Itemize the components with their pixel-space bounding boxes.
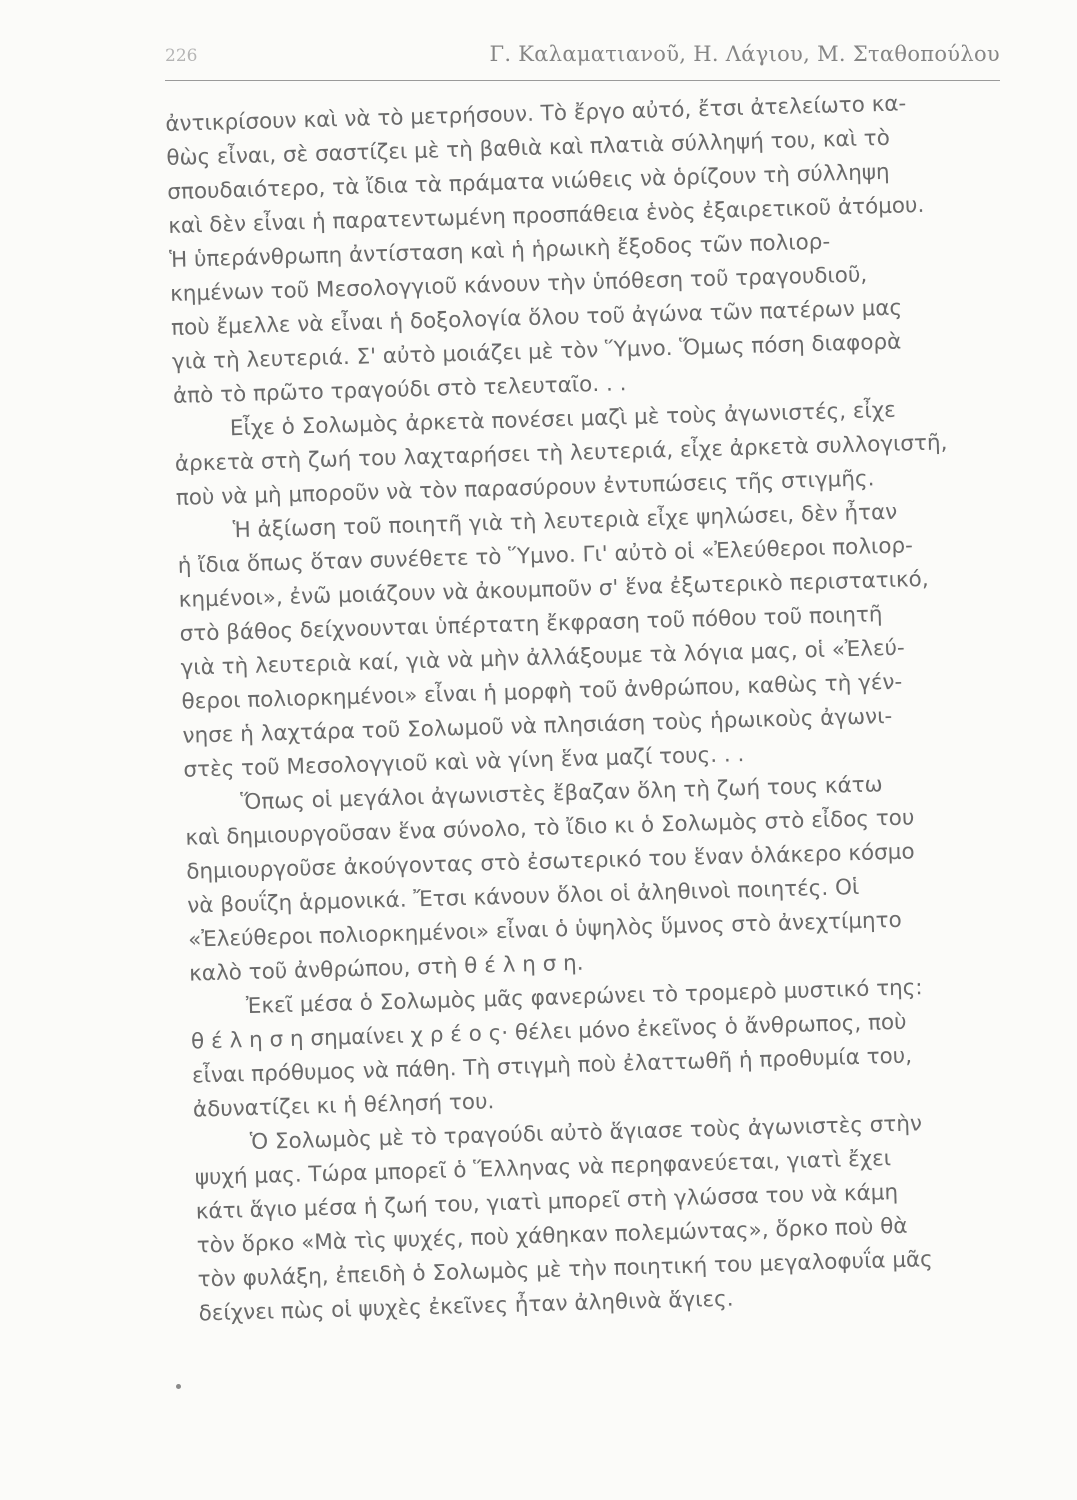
ink-speck [176,1384,181,1389]
text-line: ἀδυνατίζει κι ἡ θέλησή του. [192,1089,495,1123]
text-line: δείχνει πὼς οἱ ψυχὲς ἐκεῖνες ἦταν ἀληθινὰ ἅγιες. [198,1286,734,1327]
text-line: κημένων τοῦ Μεσολογγιοῦ κάνουν τὴν ὑπόθεση τοῦ τραγουδιοῦ, [169,262,868,307]
text-line: καὶ δημιουργοῦσαν ἕνα σύνολο, τὸ ἴδιο κι ὁ Σολωμὸς στὸ εἶδος του [185,805,915,851]
text-line: καὶ δὲν εἶναι ἡ παρατεντωμένη προσπάθεια ἑνὸς ἐξαιρετικοῦ ἀτόμου. [167,192,925,239]
text-line: σπουδαιότερο, τὰ ἴδια τὰ πράματα νιώθεις νὰ ὁρίζουν τὴ σύλληψη [167,159,890,205]
page-number: 226 [165,46,198,66]
text-line: τὸν ὅρκο «Μὰ τὶς ψυχές, ποὺ χάθηκαν πολεμώντας», ὅρκο ποὺ θὰ [196,1213,908,1259]
text-line: θὼς εἶναι, σὲ σαστίζει μὲ τὴ βαθιὰ καὶ πλατιὰ σύλληψή του, καὶ τὸ [166,125,891,171]
text-line: καλὸ τοῦ ἀνθρώπου, στὴ θ έ λ η σ η. [188,950,584,987]
text-line: ἀπὸ τὸ πρῶτο τραγούδι στὸ τελευταῖο. . . [172,371,627,409]
text-line: γιὰ τὴ λευτεριὰ καί, γιὰ νὰ μὴν ἀλλάξουμε τὰ λόγια μας, οἱ «Ἐλεύ- [180,635,906,681]
text-line: ποὺ ἔμελλε νὰ εἶναι ἡ δοξολογία ὅλου τοῦ ἀγώνα τῶν πατέρων μας [170,295,903,341]
page-header [165,40,1000,81]
text-line: Ἡ ὑπεράνθρωπη ἀντίσταση καὶ ἡ ἡρωικὴ ἔξοδος τῶν πολιορ- [168,229,831,273]
body-text [165,84,1044,1331]
text-line: τὸν φυλάξη, ἐπειδὴ ὁ Σολωμὸς μὲ τὴν ποιητική του μεγαλοφυΐα μᾶς [197,1247,934,1293]
text-line: ἀρκετὰ στὴ ζωή του λαχταρήσει τὴ λευτεριά, εἶχε ἀρκετὰ συλλογιστῆ, [174,430,948,477]
text-line: κάτι ἅγιο μέσα ἡ ζωή του, γιατὶ μπορεῖ στὴ γλώσσα του νὰ κάμη [195,1179,899,1225]
running-head-authors: Γ. Καλαματιανοῦ, Η. Λάγιου, Μ. Σταθοπούλου [489,42,1000,66]
text-line: δημιουργοῦσε ἀκούγοντας στὸ ἐσωτερικό του ἕναν ὁλάκερο κόσμο [185,839,915,885]
text-line: Εἶχε ὁ Σολωμὸς ἀρκετὰ πονέσει μαζὶ μὲ τοὺς ἀγωνιστές, εἶχε [229,397,897,442]
text-line: εἶναι πρόθυμος νὰ πάθη. Τὴ στιγμὴ ποὺ ἐλαττωθῆ ἡ προθυμία του, [191,1043,913,1089]
text-line: θεροι πολιορκημένοι» εἶναι ἡ μορφὴ τοῦ ἀνθρώπου, καθὼς τὴ γέν- [181,669,903,715]
text-line: νὰ βουΐζη ἁρμονικά. Ἔτσι κάνουν ὅλοι οἱ ἀληθινοὶ ποιητές. Οἱ [186,874,860,919]
text-line: νησε ἡ λαχτάρα τοῦ Σολωμοῦ νὰ πλησιάση τοὺς ἡρωικοὺς ἀγωνι- [182,703,893,749]
text-line: στὸ βάθος δείχνουνται ὑπέρτατη ἔκφραση τοῦ πόθου τοῦ ποιητῆ [179,602,883,647]
text-line: θ έ λ η σ η σημαίνει χ ρ έ ο ς· θέλει μόνο ἐκεῖνος ὁ ἄνθρωπος, ποὺ [190,1009,907,1055]
text-line: κημένοι», ἐνῶ μοιάζουν νὰ ἀκουμποῦν σ' ἕνα ἐξωτερικὸ περιστατικό, [178,566,929,613]
text-line: Ἐκεῖ μέσα ὁ Σολωμὸς μᾶς φανερώνει τὸ τρομερὸ μυστικό της: [245,975,923,1020]
text-line: ποὺ νὰ μὴ μποροῦν νὰ τὸν παρασύρουν ἐντυπώσεις τῆς στιγμῆς. [175,466,875,511]
text-line: Ὅπως οἱ μεγάλοι ἀγωνιστὲς ἔβαζαν ὅλη τὴ ζωή τους κάτω [240,772,883,816]
text-line: γιὰ τὴ λευτεριά. Σ' αὐτὸ μοιάζει μὲ τὸν Ὕμνο. Ὅμως πόση διαφορὰ [171,329,902,375]
text-line: ἀντικρίσουν καὶ νὰ τὸ μετρήσουν. Τὸ ἔργο αὐτό, ἔτσι ἀτελείωτο κα- [165,91,907,137]
text-line: «Ἐλεύθεροι πολιορκημένοι» εἶναι ὁ ὑψηλὸς ὕμνος στὸ ἀνεχτίμητο [187,907,903,953]
text-line: Ὁ Σολωμὸς μὲ τὸ τραγούδι αὐτὸ ἅγιασε τοὺς ἀγωνιστὲς στὴν [249,1111,923,1156]
text-line: στὲς τοῦ Μεσολογγιοῦ καὶ νὰ γίνη ἕνα μαζί τους. . . [183,742,745,783]
text-line: ψυχή μας. Τώρα μπορεῖ ὁ Ἕλληνας νὰ περηφανεύεται, γιατὶ ἔχει [194,1146,892,1191]
text-line: ἡ ἴδια ὅπως ὅταν συνέθετε τὸ Ὕμνο. Γι' αὐτὸ οἱ «Ἐλεύθεροι πολιορ- [177,533,914,579]
text-line: Ἡ ἀξίωση τοῦ ποιητῆ γιὰ τὴ λευτεριὰ εἶχε ψηλώσει, δὲν ἦταν [232,499,898,544]
